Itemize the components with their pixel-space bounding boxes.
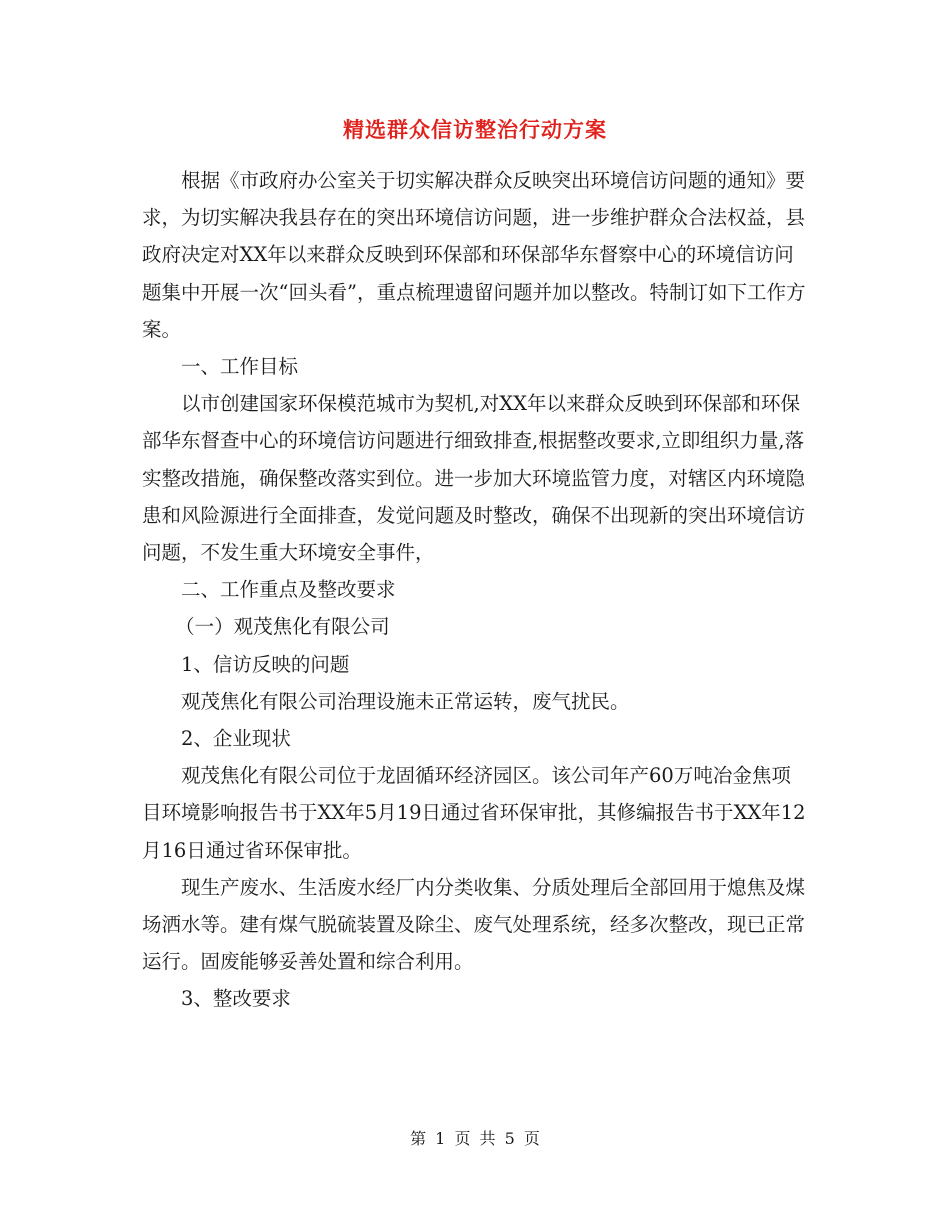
section-heading-goals: 一、工作目标 [181,355,299,379]
item-heading-status: 2、企业现状 [181,727,291,751]
paragraph-intro: 根据《市政府办公室关于切实解决群众反映突出环境信访问题的通知》要求，为切实解决我县存在的突出环境信访问题，进一步维护群众合法权益，县政府决定对XX年以来群众反映到环保部和环保部华东督察中心的环境信访问题集中开展一次“回头看”，重点梳理遗留问题并加以整改。特制订如下工作方案。 [142,169,806,341]
subsection-heading-company: （一）观茂焦化有限公司 [175,615,390,639]
paragraph-treatment: 现生产废水、生活废水经厂内分类收集、分质处理后全部回用于熄焦及煤场洒水等。建有煤气脱硫装置及除尘、废气处理系统，经多次整改，现已正常运行。固废能够妥善处置和综合利用。 [142,875,806,974]
paragraph-status: 观茂焦化有限公司位于龙固循环经济园区。该公司年产60万吨冶金焦项目环境影响报告书于XX年5月19日通过省环保审批，其修编报告书于XX年12月16日通过省环保审批。 [142,764,806,862]
paragraph-complaint: 观茂焦化有限公司治理设施未正常运转，废气扰民。 [181,689,630,713]
item-heading-complaint: 1、信访反映的问题 [181,652,350,676]
item-heading-requirements: 3、整改要求 [181,987,291,1011]
paragraph-goals: 以市创建国家环保模范城市为契机,对XX年以来群众反映到环保部和环保部华东督查中心的环境信访问题进行细致排查,根据整改要求,立即组织力量,落实整改措施，确保整改落实到位。进一步加大环境监管力度，对辖区内环境隐患和风险源进行全面排查，发觉问题及时整改，确保不出现新的突出环境信访问题，不发生重大环境安全事件， [142,392,806,565]
page-footer: 第 1 页 共 5 页 [410,1129,540,1148]
section-heading-focus: 二、工作重点及整改要求 [181,578,396,602]
document-body [142,162,810,1018]
document-title: 精选群众信访整治行动方案 [343,118,607,142]
